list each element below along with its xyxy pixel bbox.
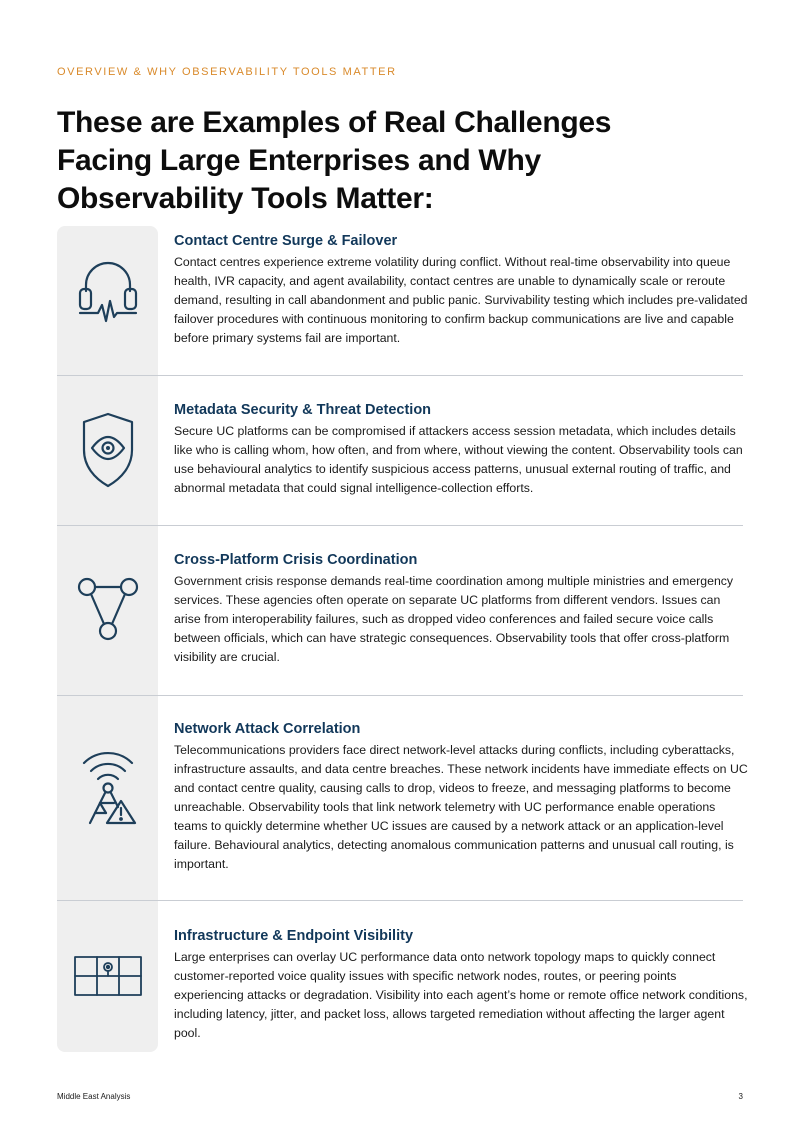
shield-eye-icon	[57, 410, 158, 490]
list-item	[174, 551, 748, 667]
item-title: Metadata Security & Threat Detection	[174, 402, 432, 418]
map-grid-pin-icon	[57, 950, 158, 1000]
section-divider	[57, 525, 743, 526]
section-divider	[57, 900, 743, 901]
item-body: Large enterprises can overlay UC performance data onto network topology maps to quickly connect customer-reported voice quality issues with specific network nodes, routes, or peering points experiencing attacks or degradation. Visibility into each agent’s home or remote office network conditions, including latency, jitter, and packet loss, allows targeted remediation without affecting the larger agent pool.	[174, 950, 748, 1040]
footer-document-name: Middle East Analysis	[57, 1092, 131, 1101]
item-title: Network Attack Correlation	[174, 721, 361, 737]
item-body: Contact centres experience extreme volatility during conflict. Without real-time observability into queue health, IVR capacity, and agent availability, contact centres are unable to dynamically scale or reroute demand, resulting in call abandonment and public panic. Survivability testing which includes pre-validated failover procedures with continuous monitoring to confirm backup communications are live and capable before primary systems fail are important.	[174, 255, 748, 345]
item-title: Infrastructure & Endpoint Visibility	[174, 928, 414, 944]
item-body: Government crisis response demands real-time coordination among multiple ministries and emergency services. These agencies often operate on separate UC platforms from different vendors. Issues can arise from interoperability failures, such as dropped video conferences and failed secure voice calls between officials, which can have strategic consequences. Observability tools that offer cross-platform visibility are crucial.	[174, 574, 734, 664]
item-title: Cross-Platform Crisis Coordination	[174, 552, 418, 568]
list-item	[174, 927, 748, 1043]
tower-warning-icon	[57, 743, 158, 825]
section-divider	[57, 695, 743, 696]
list-item	[174, 720, 748, 874]
section-eyebrow: OVERVIEW & WHY OBSERVABILITY TOOLS MATTER	[57, 66, 397, 78]
footer-page-number: 3	[738, 1092, 743, 1101]
page-title: These are Examples of Real Challenges Facing Large Enterprises and Why Observability Tools Matter:	[57, 106, 612, 215]
item-body: Secure UC platforms can be compromised if attackers access session metadata, which includes details like who is calling whom, how often, and from where, without viewing the content. Observability tools can use behavioural analytics to identify suspicious access patterns, unusual external routing of traffic, and abnormal metadata that could signal intelligence-collection efforts.	[174, 424, 743, 495]
list-item	[174, 232, 748, 348]
headset-heartbeat-icon	[57, 255, 158, 325]
item-title: Contact Centre Surge & Failover	[174, 233, 398, 249]
network-triangle-icon	[57, 575, 158, 645]
item-body: Telecommunications providers face direct network-level attacks during conflicts, including cyberattacks, infrastructure assaults, and data centre breaches. These network incidents have immediate effects on UC and contact centre quality, causing calls to drop, videos to freeze, and messaging platforms to become unreachable. Observability tools that link network telemetry with UC performance enable operations teams to quickly determine whether UC issues are caused by a network attack or an application-level failure. Behavioural analytics, detecting anomalous communication patterns and unusual call routing, is important.	[174, 743, 748, 871]
section-divider	[57, 375, 743, 376]
list-item	[174, 401, 748, 498]
